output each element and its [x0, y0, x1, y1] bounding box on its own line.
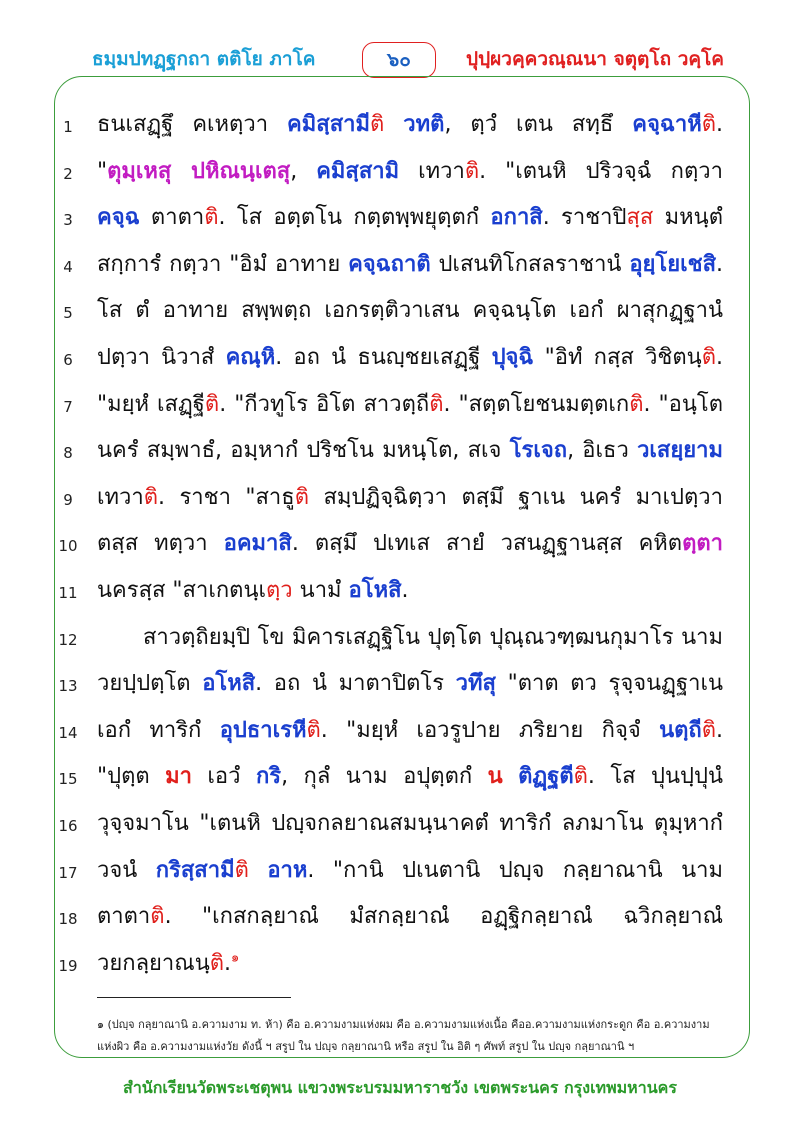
- line-number: 18: [58, 910, 78, 929]
- text-run: เอวํ: [191, 764, 256, 790]
- text-run: สกฺการํ กตฺวา "อิมํ อาทาย: [97, 251, 349, 277]
- page-number: ๖๐: [362, 42, 436, 78]
- text-run: วยปฺปตฺโต: [97, 671, 203, 697]
- line-number: 15: [58, 770, 78, 789]
- text-run: "ปุตฺต: [97, 764, 166, 790]
- line-number: 3: [63, 211, 73, 230]
- highlighted-word: อคมาสิ: [223, 531, 292, 557]
- line-text: [97, 945, 723, 980]
- colored-syllable: ติ: [701, 717, 717, 743]
- highlighted-word: วทึสุ: [455, 671, 496, 697]
- line-number: 13: [58, 677, 78, 696]
- line-number: 19: [58, 956, 78, 975]
- highlighted-word: วเสยฺยาม: [637, 438, 723, 464]
- highlighted-word: คมิสฺสามิ: [316, 158, 400, 184]
- line-number: 16: [58, 817, 78, 835]
- line-text: [97, 665, 723, 700]
- colored-syllable: ติ: [369, 112, 385, 137]
- line-text: [97, 479, 723, 514]
- text-run: นครํ สมฺพาธํ, อมฺหากํ ปริชโน มหนฺโต, สเจ: [97, 438, 510, 464]
- text-line: [0, 939, 800, 995]
- colored-syllable: ตุมฺเหสุ ปหิณนฺเตสุ: [107, 158, 291, 184]
- text-run: .: [401, 578, 409, 603]
- text-run: เอกํ ทาริกํ: [97, 717, 220, 743]
- text-run: , อิเธว: [567, 438, 638, 464]
- line-number: 6: [63, 351, 73, 369]
- highlighted-word: คจฺฉถาติ: [348, 251, 431, 277]
- text-run: "มยฺหํ เสฏฺฐี: [97, 391, 205, 417]
- colored-syllable: ติ: [464, 158, 480, 184]
- text-run: [249, 858, 267, 883]
- line-text: [97, 386, 723, 421]
- colored-syllable: ติ: [209, 950, 225, 976]
- text-run: . "สตฺตโยชนมตฺตเก: [443, 391, 630, 417]
- line-text: [97, 525, 723, 560]
- text-run: ตาตา: [97, 904, 151, 930]
- text-run: ตาตา: [139, 205, 205, 231]
- highlighted-word: อุปธาเรหี: [219, 717, 307, 743]
- text-run: . "กานิ ปเนตานิ ปญฺจ กลฺยาณานิ นาม: [307, 857, 724, 883]
- text-run: [503, 764, 518, 789]
- text-run: .: [716, 717, 724, 743]
- line-text: [97, 805, 723, 840]
- text-run: . อถ นํ ธนญฺชยเสฏฺฐี: [275, 345, 492, 370]
- text-run: . ราชา "สาธู: [158, 484, 295, 510]
- footnote: ๑ (ปญฺจ กลฺยาณานิ อ.ความงาม ท. ห้า) คือ อ.ความงามแห่งผม คือ อ.ความงามแห่งเนื้อ คืออ.ความงามแห่งกระดูก คือ อ.ความงามแห่งผิว คือ อ.ความงามแห่งวัย ดังนี้ ฯ สรูป ใน ปญฺจ กลฺยาณานิ หรือ สรูป ใน อิติ ๆ ศัพท์ สรูป ใน ปญฺจ กลฺยาณานิ ฯ: [97, 1018, 710, 1053]
- line-number: 8: [63, 444, 73, 463]
- highlighted-word: ติฏฺฐตี: [518, 764, 574, 790]
- text-run: . โส ปุนปฺปุนํ: [587, 764, 724, 790]
- colored-syllable: ติ: [429, 391, 444, 417]
- line-text: [143, 619, 723, 654]
- colored-syllable: ติ: [204, 205, 219, 231]
- line-text: [97, 106, 723, 141]
- text-run: วุจฺจมาโน "เตนหิ ปญฺจกลยาณสมนฺนาคตํ ทาริกํ ลภมาโน ตุมฺหากํ: [97, 811, 723, 836]
- text-run: นามํ: [292, 578, 349, 603]
- text-run: . ราชาปิ: [542, 205, 627, 231]
- highlighted-word: อโหสิ: [348, 578, 402, 603]
- highlighted-word: คจฺฉ: [97, 205, 140, 231]
- line-text: [97, 339, 723, 374]
- text-run: มหนฺตํ: [653, 205, 724, 231]
- colored-syllable: ติ: [150, 904, 165, 930]
- highlighted-word: ปุจฺฉิ: [491, 345, 534, 370]
- text-run: วจนํ: [97, 857, 156, 883]
- text-run: ปตฺวา นิวาสํ: [97, 345, 226, 370]
- line-number: 12: [58, 630, 78, 649]
- text-run: [384, 112, 403, 137]
- line-text: [97, 199, 723, 234]
- text-run: , กุลํ นาม อปุตฺตกํ: [281, 764, 488, 790]
- colored-syllable: ตฺว: [266, 578, 293, 603]
- line-number: 11: [58, 584, 78, 602]
- text-run: . "เกสกลฺยาณํ มํสกลฺยาณํ อฏฺฐิกลฺยาณํ ฉวิกลฺยาณํ: [164, 904, 723, 930]
- text-run: ปเสนทิโกสลราชานํ: [430, 251, 630, 277]
- text-run: สมฺปฏิจฺฉิตฺวา ตสฺมึ ฐาเน นครํ มาเปตฺวา: [309, 484, 723, 510]
- line-text: [97, 712, 723, 747]
- line-text: [97, 432, 723, 467]
- highlighted-word: อาห: [267, 857, 308, 883]
- text-run: . อถ นํ มาตาปิตโร: [255, 671, 456, 697]
- highlighted-word: คจฺฉาหี: [632, 112, 702, 137]
- colored-syllable: ติ: [234, 857, 249, 883]
- text-run: . "อนฺโต: [643, 391, 723, 417]
- line-number: 1: [63, 118, 73, 136]
- colored-syllable: ฺติ: [701, 345, 716, 370]
- text-run: นครสฺส "สาเกตนฺเ: [97, 578, 267, 603]
- text-run: .: [716, 251, 724, 277]
- line-text: [97, 572, 723, 607]
- text-run: . "เตนหิ ปริวจฺฉํ กตฺวา: [479, 158, 723, 184]
- text-run: .: [716, 112, 723, 137]
- highlighted-word: อุยฺโยเชสิ: [629, 251, 717, 277]
- text-run: เทวา: [97, 484, 144, 510]
- running-header-section: ปุปฺผวคฺควณฺณนา จตุตฺโถ วคฺโค: [466, 48, 724, 70]
- text-run: . โส อตฺตโน กตฺตพฺพยุตฺตกํ: [218, 205, 491, 231]
- text-run: , ตฺวํ เตน สทฺธึ: [444, 112, 633, 137]
- line-number: 14: [58, 723, 78, 742]
- highlighted-word: กริสฺสามี: [155, 857, 235, 883]
- text-run: เทวา: [399, 158, 465, 184]
- text-run: ": [97, 158, 108, 184]
- line-number: 5: [63, 304, 73, 323]
- text-run: ธนเสฏฺฐึ คเหตฺวา: [97, 112, 288, 137]
- highlighted-word: อโหสิ: [202, 671, 256, 697]
- highlighted-word: คมิสฺสามี: [287, 112, 370, 137]
- text-run: .: [716, 345, 723, 370]
- colored-syllable: น: [487, 764, 503, 790]
- highlighted-word: วทติ: [403, 112, 445, 137]
- text-run: สาวตฺถิยมฺปิ โข มิคารเสฏฺฐิโน ปุตฺโต ปุณฺณวฑฺฒนกุมาโร นาม: [143, 624, 723, 650]
- footnote-marker: ๑: [231, 950, 240, 966]
- text-run: . "กีวทูโร อิโต สาวตฺถี: [219, 391, 430, 417]
- running-header-title: ธมฺมปทฏฺฐกถา ตติโย ภาโค: [92, 48, 316, 70]
- colored-syllable: ติ: [204, 391, 220, 417]
- colored-syllable: มา: [165, 764, 192, 790]
- text-run: "อิทํ กสฺส วิชิตน: [533, 345, 702, 370]
- line-text: [97, 898, 723, 933]
- text-run: โส ตํ อาทาย สพฺพตฺถ เอกรตฺติวาเสน คจฺฉนฺโต เอกํ ผาสุกฏฺฐานํ: [97, 298, 723, 324]
- highlighted-word: คณฺหิ: [225, 345, 276, 370]
- line-text: [97, 852, 723, 887]
- text-run: .: [224, 950, 232, 976]
- text-run: ตสฺส ทตฺวา: [97, 531, 224, 557]
- line-text: [97, 758, 723, 793]
- colored-syllable: ติ: [294, 484, 310, 510]
- colored-syllable: ติ: [573, 764, 588, 790]
- text-run: ,: [290, 158, 317, 184]
- footnote-rule: [97, 997, 291, 998]
- line-number: 17: [58, 863, 78, 882]
- highlighted-word: กริ: [255, 764, 282, 790]
- colored-syllable: ติ: [701, 112, 716, 137]
- text-run: วยกลฺยาณนฺ: [97, 950, 210, 976]
- text-run: . "มยฺหํ เอวรูปาย ภริยาย กิจฺจํ: [320, 717, 660, 743]
- line-text: [97, 292, 723, 327]
- highlighted-word: อกาสิ: [490, 205, 543, 231]
- colored-syllable: ติ: [629, 391, 644, 417]
- colored-syllable: ติ: [306, 717, 321, 743]
- line-number: 10: [58, 537, 78, 556]
- line-number: 2: [63, 164, 73, 183]
- colored-syllable: สฺส: [626, 205, 654, 231]
- footer-institution: สำนักเรียนวัดพระเชตุพน แขวงพระบรมมหาราชวัง เขตพระนคร กรุงเทพมหานคร: [123, 1078, 677, 1097]
- colored-syllable: ตฺตา: [682, 531, 724, 557]
- highlighted-word: โรเจถ: [509, 438, 568, 464]
- text-run: "ตาต ตว รุจฺจนฏฺฐาเน: [495, 671, 723, 697]
- line-number: 9: [63, 490, 73, 509]
- line-number: 7: [63, 397, 73, 416]
- line-number: 4: [63, 257, 73, 276]
- highlighted-word: นตฺถี: [659, 717, 702, 743]
- text-run: . ตสฺมึ ปเทเส สายํ วสนฏฺฐานสฺส คหิต: [291, 531, 683, 557]
- line-text: [97, 246, 723, 281]
- colored-syllable: ติ: [143, 484, 159, 510]
- line-text: [97, 153, 723, 188]
